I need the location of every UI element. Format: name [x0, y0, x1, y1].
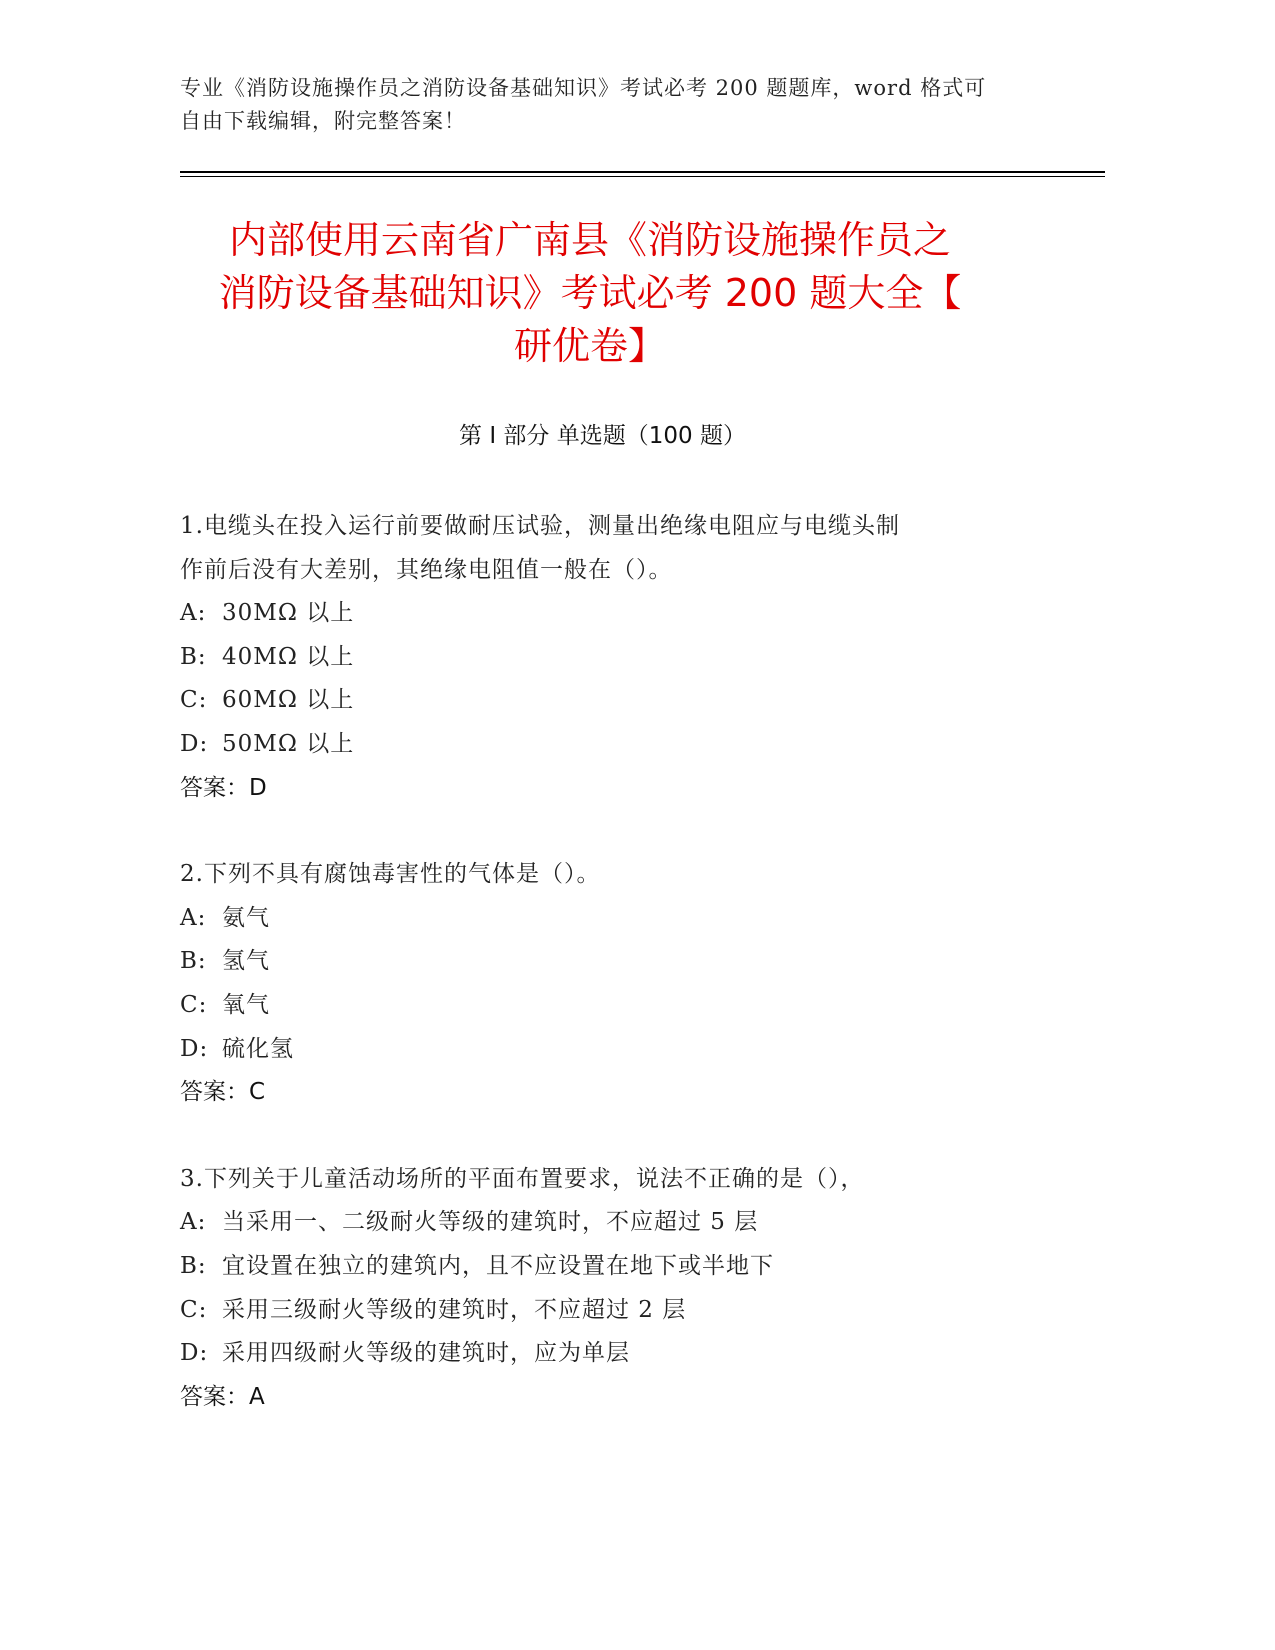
- option-c: [180, 984, 1080, 1028]
- option-a: [180, 592, 1080, 636]
- option-text: 50MΩ 以上: [222, 730, 355, 757]
- answer: 答案：C: [180, 1079, 266, 1106]
- option-c: [180, 679, 1080, 723]
- question-stem: 2.下列不具有腐蚀毒害性的气体是（）。: [180, 861, 601, 888]
- document-title-line: 消防设备基础知识》考试必考 200 题大全【: [218, 271, 962, 315]
- option-key: A:: [180, 1209, 207, 1236]
- option-text: 40MΩ 以上: [222, 643, 355, 670]
- option-a: [180, 897, 1080, 941]
- option-b: [180, 1245, 1080, 1289]
- option-key: C:: [180, 687, 208, 714]
- question-stem: 作前后没有大差别，其绝缘电阻值一般在（）。: [180, 556, 673, 583]
- option-key: B:: [180, 948, 207, 975]
- answer: 答案：A: [180, 1383, 265, 1410]
- option-c: [180, 1289, 1080, 1333]
- section-title: 第 I 部分 单选题（100 题）: [459, 423, 746, 449]
- option-key: D:: [180, 1035, 209, 1062]
- option-b: [180, 940, 1080, 984]
- header-note-line: 自由下载编辑，附完整答案！: [180, 109, 466, 133]
- option-d: [180, 1028, 1080, 1072]
- option-text: 60MΩ 以上: [222, 687, 355, 714]
- option-key: A:: [180, 904, 207, 931]
- question-list: [180, 505, 1080, 1462]
- option-key: B:: [180, 643, 207, 670]
- answer: 答案：D: [180, 774, 267, 801]
- option-d: [180, 723, 1080, 767]
- question-2: [180, 853, 1080, 1115]
- option-a: [180, 1201, 1080, 1245]
- option-text: 30MΩ 以上: [222, 600, 355, 627]
- header-divider-thick: [180, 171, 1105, 173]
- question-3: [180, 1158, 1080, 1420]
- header-note: [180, 72, 1060, 138]
- option-text: 氧气: [222, 991, 270, 1018]
- option-key: D:: [180, 730, 209, 757]
- option-text: 宜设置在独立的建筑内，且不应设置在地下或半地下: [222, 1252, 774, 1279]
- question-stem: 3.下列关于儿童活动场所的平面布置要求，说法不正确的是（），: [180, 1165, 865, 1192]
- question-stem: 1.电缆头在投入运行前要做耐压试验，测量出绝缘电阻应与电缆头制: [180, 513, 900, 539]
- option-b: [180, 636, 1080, 680]
- option-key: B:: [180, 1252, 207, 1279]
- option-key: C:: [180, 991, 208, 1018]
- option-text: 采用四级耐火等级的建筑时，应为单层: [222, 1340, 630, 1367]
- option-d: [180, 1332, 1080, 1376]
- document-title-line: 研优卷】: [513, 324, 666, 368]
- option-text: 采用三级耐火等级的建筑时，不应超过 2 层: [222, 1296, 687, 1323]
- option-text: 硫化氢: [222, 1035, 294, 1062]
- option-key: D:: [180, 1340, 209, 1367]
- option-text: 氨气: [222, 904, 270, 931]
- document-title: [150, 214, 1030, 373]
- header-note-line: 专业《消防设施操作员之消防设备基础知识》考试必考 200 题题库，word 格式可: [180, 76, 987, 100]
- option-key: C:: [180, 1296, 208, 1323]
- header-divider-thin: [180, 176, 1105, 177]
- question-1: [180, 505, 1080, 810]
- option-text: 当采用一、二级耐火等级的建筑时，不应超过 5 层: [222, 1209, 759, 1236]
- document-title-line: 内部使用云南省广南县《消防设施操作员之: [228, 218, 951, 262]
- option-key: A:: [180, 600, 207, 627]
- option-text: 氢气: [222, 948, 270, 975]
